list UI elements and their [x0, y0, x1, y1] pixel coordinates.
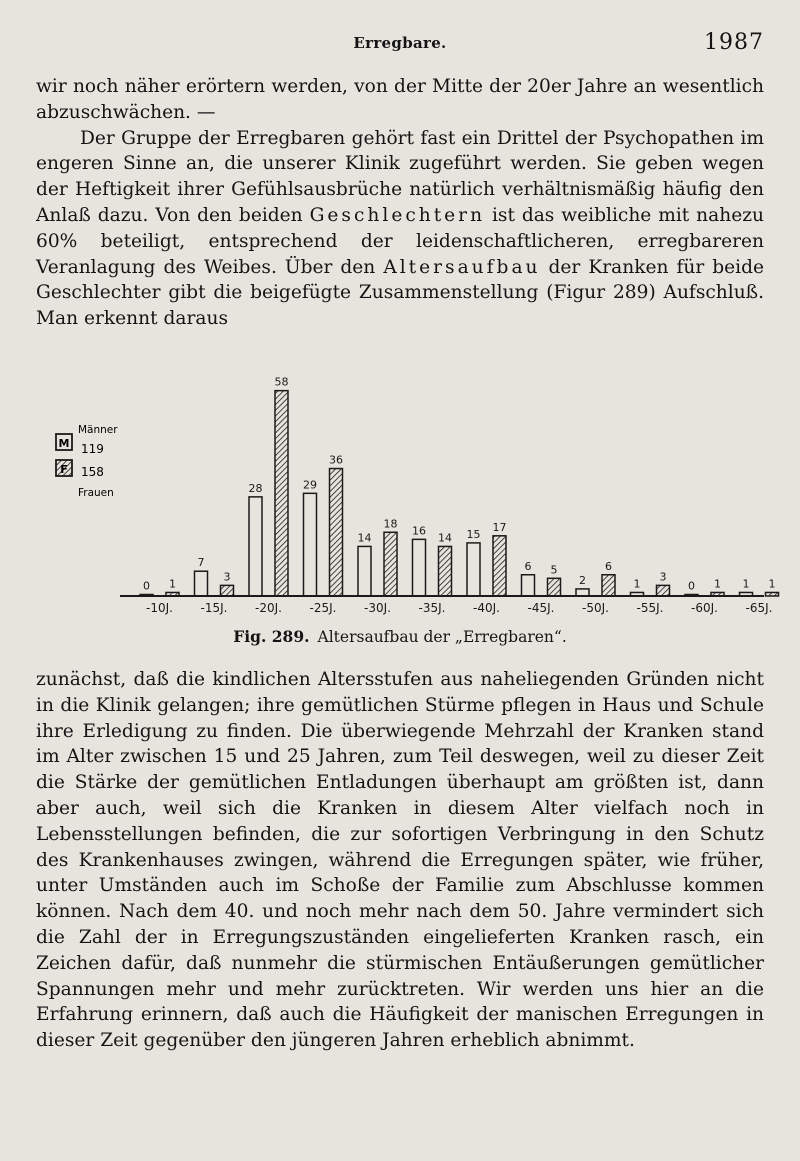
x-tick-label-1: -10J. [146, 601, 173, 615]
value-label-maenner-11: 0 [688, 579, 695, 593]
legend-men-total: 119 [81, 442, 104, 456]
bar-frauen-5 [384, 532, 397, 596]
legend [56, 424, 118, 499]
value-label-frauen-10: 3 [659, 570, 667, 584]
value-label-maenner-12: 1 [742, 577, 750, 591]
bar-frauen-7 [493, 536, 506, 596]
bar-maenner-6 [413, 539, 426, 596]
page-header [36, 30, 764, 60]
legend-women-symbol: F [60, 463, 68, 476]
value-label-frauen-3: 58 [274, 375, 289, 389]
caption-number: Fig. 289. [233, 627, 310, 646]
legend-men-symbol: M [58, 437, 70, 450]
bar-maenner-2 [195, 571, 208, 596]
legend-men-label: Männer [78, 424, 118, 436]
x-tick-label-9: -50J. [582, 601, 609, 615]
x-tick-labels [146, 601, 772, 615]
value-label-maenner-6: 16 [412, 524, 426, 538]
value-label-frauen-8: 5 [550, 563, 558, 577]
value-label-maenner-9: 2 [579, 573, 586, 587]
emphasis-altersaufbau: Altersaufbau [383, 256, 541, 278]
bar-frauen-4 [330, 469, 343, 596]
bar-maenner-8 [522, 575, 535, 596]
value-label-maenner-3: 28 [248, 481, 263, 495]
value-label-maenner-2: 7 [197, 556, 205, 570]
paragraph-3: zunächst, daß die kindlichen Altersstufen aus naheliegenden Gründen nicht in die Klinik gelangen; ihre gemütlichen Stürme pflegen in Haus und Schule ihre Erledigung zu finden. Die überwiegende Mehrzahl der Kranken stand im Alter zwischen 15 und 25 Jahren, zum Teil deswegen, weil zu dieser Zeit die Stärke der gemütlichen Entladungen überhaupt am größten ist, dann aber auch, weil sich die Kranken in diesem Alter vielfach noch in Lebensstellungen befinden, die zur sofortigen Verbringung in den Schutz des Krankenhauses zwingen, während die Erregungen später, wie früher, unter Umständen auch im Schoße der Familie zum Abschlusse kommen können. Nach dem 40. und noch mehr nach dem 50. Jahre vermindert sich die Zahl der in Erregungszuständen eingelieferten Kranken rasch, ein Zeichen dafür, daß nunmehr die stürmischen Entäußerungen gemütlicher Spannungen mehr und mehr zurücktreten. Wir werden uns hier an die Erfahrung erinnern, daß auch die Häufigkeit der manischen Erregungen in dieser Zeit gegenüber den jüngeren Jahren erheblich abnimmt. [36, 669, 764, 1052]
bar-frauen-8 [548, 578, 561, 596]
caption-text: Altersaufbau der „Erregbaren“. [317, 628, 567, 646]
legend-women-label: Frauen [78, 487, 114, 499]
x-tick-label-2: -15J. [200, 601, 228, 615]
value-label-frauen-4: 36 [329, 453, 343, 467]
x-tick-label-8: -45J. [527, 601, 555, 615]
x-tick-label-7: -40J. [473, 601, 500, 615]
bar-frauen-10 [657, 585, 670, 596]
running-title: Erregbare. [353, 34, 447, 52]
value-label-frauen-2: 3 [223, 570, 231, 584]
legend-women-total: 158 [81, 465, 104, 479]
page-number: 1987 [704, 30, 764, 55]
value-label-frauen-9: 6 [605, 559, 612, 573]
bar-maenner-3 [249, 497, 262, 596]
bar-maenner-4 [304, 493, 317, 596]
value-label-maenner-7: 15 [466, 527, 481, 541]
figure-289 [36, 355, 776, 655]
bar-maenner-7 [467, 543, 480, 596]
value-label-frauen-6: 14 [438, 531, 452, 545]
value-label-maenner-10: 1 [633, 577, 641, 591]
value-label-frauen-7: 17 [492, 520, 507, 534]
x-tick-label-4: -25J. [309, 601, 337, 615]
value-label-frauen-5: 18 [383, 517, 398, 531]
bar-frauen-12 [766, 592, 779, 596]
value-label-frauen-11: 1 [714, 577, 721, 591]
bar-frauen-2 [221, 585, 234, 596]
bar-frauen-6 [439, 546, 452, 596]
x-tick-label-10: -55J. [636, 601, 664, 615]
emphasis-geschlechtern: Geschlechtern [309, 204, 486, 226]
paragraph-2-part-b: ist das weibliche mit nahezu 60% beteiligt, entsprechend der leidenschaftlicheren, erregbareren Veranlagung des Weibes. Über den [36, 204, 764, 278]
paragraph-2-part-c: der Kranken für beide Geschlechter gibt die beigefügte Zusammenstellung (Figur 289) Aufschluß. Man erkennt daraus [36, 256, 764, 330]
value-label-maenner-4: 29 [303, 478, 317, 492]
bar-frauen-3 [275, 391, 288, 596]
x-tick-label-5: -30J. [364, 601, 391, 615]
x-tick-label-6: -35J. [418, 601, 446, 615]
x-tick-label-12: -65J. [745, 601, 773, 615]
value-label-frauen-1: 1 [169, 577, 176, 591]
age-structure-bar-chart [36, 355, 776, 625]
value-label-maenner-5: 14 [357, 531, 372, 545]
x-tick-label-11: -60J. [691, 601, 718, 615]
x-tick-label-3: -20J. [255, 601, 282, 615]
value-label-maenner-1: 0 [143, 579, 150, 593]
bar-maenner-5 [358, 546, 371, 596]
bar-maenner-9 [576, 589, 589, 596]
body-text-bottom [36, 667, 764, 1054]
figure-caption [36, 627, 764, 646]
paragraph-1: wir noch näher erörtern werden, von der Mitte der 20er Jahre an wesentlich abzuschwächen. — [36, 76, 764, 123]
paragraph-2-part-a: Der Gruppe der Erregbaren gehört fast ein Drittel der Psychopathen im engeren Sinne an, die unserer Klinik zugeführt werden. Sie geben wegen der Heftigkeit ihrer Gefühlsausbrüche natürlich verhältnismäßig häufig den Anlaß dazu. Von den beiden [36, 127, 764, 226]
bar-group [140, 376, 779, 596]
value-label-frauen-12: 1 [768, 577, 776, 591]
bar-frauen-9 [602, 575, 615, 596]
paragraph-2 [36, 126, 764, 332]
body-text-top [36, 74, 764, 332]
value-label-maenner-8: 6 [524, 559, 532, 573]
